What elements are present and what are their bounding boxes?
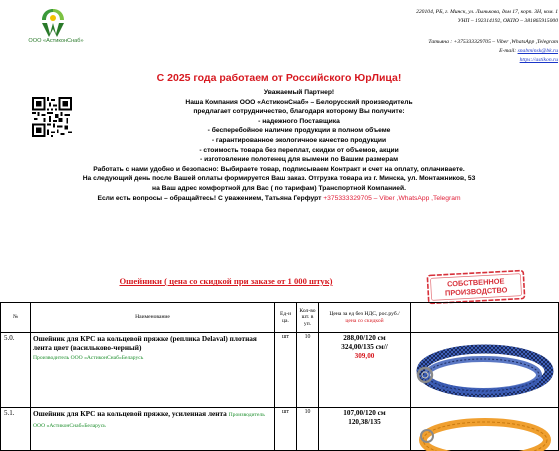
benefit-item: - бесперебойное наличие продукции в полном объеме bbox=[207, 127, 391, 135]
table-row bbox=[1, 333, 559, 408]
col-header-price bbox=[319, 303, 411, 333]
product-name-cell bbox=[31, 408, 275, 451]
product-unit: шт bbox=[275, 333, 297, 408]
col-header-image bbox=[411, 303, 559, 333]
benefit-item: - надежного Поставщика bbox=[258, 117, 340, 125]
price-header-text: Цена за ед без НДС, рос.руб./ bbox=[329, 310, 400, 317]
collar-image-icon bbox=[413, 335, 553, 403]
product-image-cell bbox=[411, 333, 559, 408]
price-header-note: цена со скидкой bbox=[345, 317, 384, 324]
contact-line: Татьяна : +375333329705 – Viber ,WhatsApp ,Telegram bbox=[428, 39, 558, 45]
price-120: 288,00/120 см bbox=[343, 334, 386, 342]
orange-collar-image-icon bbox=[413, 410, 553, 446]
work-line: Работать с нами удобно и безопасно: Выбираете товар, подписываем Контракт и счет на оплату, оплачиваете. bbox=[93, 165, 465, 173]
product-qty: 10 bbox=[297, 333, 319, 408]
stamp-word-2: ПРОИЗВОДСТВО bbox=[444, 285, 508, 298]
email-link[interactable]: snabminsk@bk.ru bbox=[517, 48, 558, 54]
benefit-item: - стоимость товара без переплат, скидки от объемов, акции bbox=[199, 146, 399, 154]
product-name: Ошейник для КРС на кольцевой пряжке, усиленная лента bbox=[33, 409, 227, 418]
intro-line-2: предлагает сотрудничество, благодаря которому Вы получите: bbox=[193, 108, 405, 116]
unp-line: УНП – 192314192, ОКПО – 381865915000 bbox=[457, 18, 558, 24]
product-image-cell bbox=[411, 408, 559, 451]
product-producer: Производитель ООО «АстиконСнаб»Беларусь bbox=[33, 412, 265, 429]
contact-block bbox=[238, 38, 558, 65]
price-135: 120,38/135 bbox=[348, 418, 381, 426]
company-logo-icon bbox=[36, 6, 70, 38]
stamp-word-1: СОБСТВЕННОЕ bbox=[446, 276, 505, 289]
product-price-cell bbox=[319, 333, 411, 408]
col-header-no: № bbox=[1, 303, 31, 333]
address-line: 220104, РБ, г. Минск, ул. Лынькова, дом 17, корп. 3Н, ком. 1 bbox=[416, 9, 558, 15]
company-logo bbox=[18, 6, 94, 50]
website-link[interactable]: https://astikon.ru bbox=[519, 57, 558, 63]
table-row bbox=[1, 408, 559, 451]
website-line bbox=[238, 56, 558, 65]
price-135: 324,00/135 см// bbox=[341, 343, 388, 351]
col-header-qty: Кол-во шт. в уп. bbox=[297, 303, 319, 333]
row-number: 5.1. bbox=[1, 408, 31, 451]
greeting: Уважаемый Партнер! bbox=[263, 89, 335, 96]
table-title: Ошейники ( цена со скидкой при заказе от 1 000 штук) bbox=[119, 276, 333, 286]
benefit-item: - изготовление полотенец для вымени по Вашим размерам bbox=[199, 156, 399, 164]
product-name: Ошейник для КРС на кольцевой пряжке (реплика Delaval) плотная лента цвет (васильково-черный) bbox=[33, 334, 257, 352]
product-qty: 10 bbox=[297, 408, 319, 451]
own-production-stamp-icon bbox=[425, 268, 527, 305]
headline: С 2025 года работаем от Российского ЮрЛица! bbox=[156, 72, 402, 84]
product-price-cell bbox=[319, 408, 411, 451]
questions-line bbox=[0, 194, 558, 204]
row-number: 5.0. bbox=[1, 333, 31, 408]
intro-block bbox=[0, 88, 558, 203]
product-name-cell bbox=[31, 333, 275, 408]
benefit-item: - гарантированное экологичное качество продукции bbox=[211, 136, 387, 144]
company-logo-text: ООО «АстиконСнаб» bbox=[28, 38, 84, 44]
price-discount: 309,00 bbox=[354, 352, 375, 360]
questions-text: Если есть вопросы – обращайтесь! С уважением, Татьяна Герфурт bbox=[97, 194, 324, 202]
table-header-row bbox=[1, 303, 559, 333]
shipping-line-1: На следующий день после Вашей оплаты формируется Ваш заказ. Отгрузка товара из г. Минска, ул. Монтажников, 53 bbox=[82, 175, 476, 183]
company-address-block bbox=[238, 8, 558, 26]
col-header-unit: Ед-и ца. bbox=[275, 303, 297, 333]
product-unit: шт bbox=[275, 408, 297, 451]
price-table bbox=[0, 302, 559, 451]
price-120: 107,00/120 см bbox=[343, 409, 386, 417]
shipping-line-2: на Ваш адрес комфортной для Вас ( по тарифам) Транспортной Компанией. bbox=[152, 184, 406, 192]
email-line bbox=[238, 47, 558, 56]
col-header-name: Наименование bbox=[31, 303, 275, 333]
product-producer: Производитель ООО «АстиконСнаб»Беларусь bbox=[33, 355, 144, 361]
email-label: E-mail: bbox=[499, 48, 518, 54]
questions-contact[interactable]: +375333329705 – Viber ,WhatsApp ,Telegram bbox=[323, 194, 461, 202]
intro-line-1: Наша Компания ООО «АстиконСнаб» – Белорусский производитель bbox=[185, 98, 413, 106]
